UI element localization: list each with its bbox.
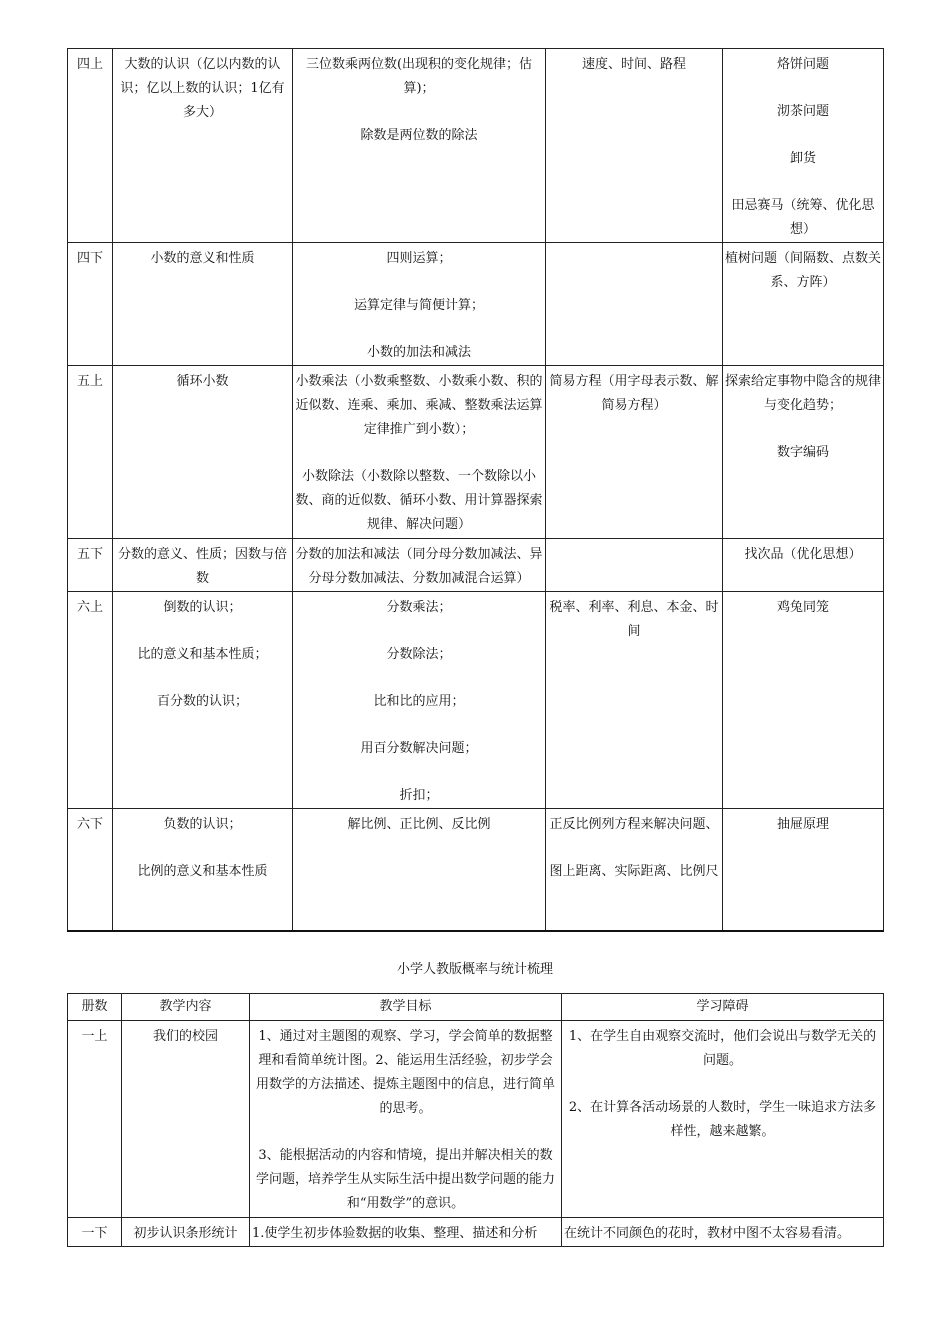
- column-header: 教学内容: [122, 994, 250, 1021]
- applications-cell: [546, 243, 723, 366]
- table-row: [68, 539, 884, 592]
- applications-cell: 速度、时间、路程: [546, 49, 723, 243]
- wide-cell: 鸡兔同笼: [723, 592, 884, 809]
- table-row: [68, 243, 884, 366]
- applications-cell: 税率、利率、利息、本金、时间: [546, 592, 723, 809]
- concept-cell: 分数的意义、性质；因数与倍数: [113, 539, 293, 592]
- operations-cell: 小数乘法（小数乘整数、小数乘小数、积的近似数、连乘、乘加、乘减、整数乘法运算定律推广到小数）； 小数除法（小数除以整数、一个数除以小数、商的近似数、循环小数、用计算器探索规律、解决问题）: [293, 366, 546, 539]
- grade-cell: 一下: [68, 1218, 122, 1247]
- grade-cell: 四上: [68, 49, 113, 243]
- operations-cell: 三位数乘两位数(出现积的变化规律；估算)； 除数是两位数的除法: [293, 49, 546, 243]
- applications-cell: [546, 539, 723, 592]
- column-header: 学习障碍: [562, 994, 884, 1021]
- obstacles-cell: 1、在学生自由观察交流时，他们会说出与数学无关的问题。 2、在计算各活动场景的人数时，学生一味追求方法多样性，越来越繁。: [562, 1021, 884, 1218]
- grade-cell: 五下: [68, 539, 113, 592]
- grade-cell: 六上: [68, 592, 113, 809]
- concept-cell: 负数的认识； 比例的意义和基本性质: [113, 809, 293, 931]
- wide-cell: 植树问题（间隔数、点数关系、方阵）: [723, 243, 884, 366]
- wide-cell: 找次品（优化思想）: [723, 539, 884, 592]
- applications-cell: 简易方程（用字母表示数、解简易方程）: [546, 366, 723, 539]
- concept-cell: 大数的认识（亿以内数的认识；亿以上数的认识；1亿有多大）: [113, 49, 293, 243]
- operations-cell: 四则运算； 运算定律与简便计算； 小数的加法和减法: [293, 243, 546, 366]
- table-row: [68, 1218, 884, 1247]
- table-row: [68, 49, 884, 243]
- operations-cell: 分数的加法和减法（同分母分数加减法、异分母分数加减法、分数加减混合运算）: [293, 539, 546, 592]
- operations-cell: 解比例、正比例、反比例: [293, 809, 546, 931]
- obstacles-cell: 在统计不同颜色的花时，教材中图不太容易看清。: [562, 1218, 884, 1247]
- operations-cell: 分数乘法； 分数除法； 比和比的应用； 用百分数解决问题； 折扣；: [293, 592, 546, 809]
- goals-cell: 1.使学生初步体验数据的收集、整理、描述和分析: [250, 1218, 562, 1247]
- column-header: 册数: [68, 994, 122, 1021]
- content-cell: 初步认识条形统计: [122, 1218, 250, 1247]
- wide-cell: 抽屉原理: [723, 809, 884, 931]
- grade-cell: 五上: [68, 366, 113, 539]
- concept-cell: 循环小数: [113, 366, 293, 539]
- concept-cell: 小数的意义和性质: [113, 243, 293, 366]
- content-cell: 我们的校园: [122, 1021, 250, 1218]
- table-row: [68, 809, 884, 931]
- table-row: [68, 592, 884, 809]
- applications-cell: 正反比例列方程来解决问题、 图上距离、实际距离、比例尺: [546, 809, 723, 931]
- wide-cell: 探索给定事物中隐含的规律与变化趋势； 数字编码: [723, 366, 884, 539]
- wide-cell: 烙饼问题 沏茶问题 卸货 田忌赛马（统筹、优化思想）: [723, 49, 884, 243]
- section-title: 小学人教版概率与统计梳理: [396, 962, 553, 977]
- column-header: 教学目标: [250, 994, 562, 1021]
- goals-cell: 1、通过对主题图的观察、学习，学会简单的数据整理和看简单统计图。2、能运用生活经验，初步学会用数学的方法描述、提炼主题图中的信息，进行简单的思考。 3、能根据活动的内容和情境，提出并解决相关的数学问题，培养学生从实际生活中提出数学问题的能力和“用数学”的意识。: [250, 1021, 562, 1218]
- grade-cell: 四下: [68, 243, 113, 366]
- table-row: [68, 1021, 884, 1218]
- arithmetic-table: [67, 48, 884, 932]
- statistics-table: [67, 993, 884, 1247]
- header-row: [68, 994, 884, 1021]
- grade-cell: 一上: [68, 1021, 122, 1218]
- grade-cell: 六下: [68, 809, 113, 931]
- concept-cell: 倒数的认识； 比的意义和基本性质； 百分数的认识；: [113, 592, 293, 809]
- table-row: [68, 366, 884, 539]
